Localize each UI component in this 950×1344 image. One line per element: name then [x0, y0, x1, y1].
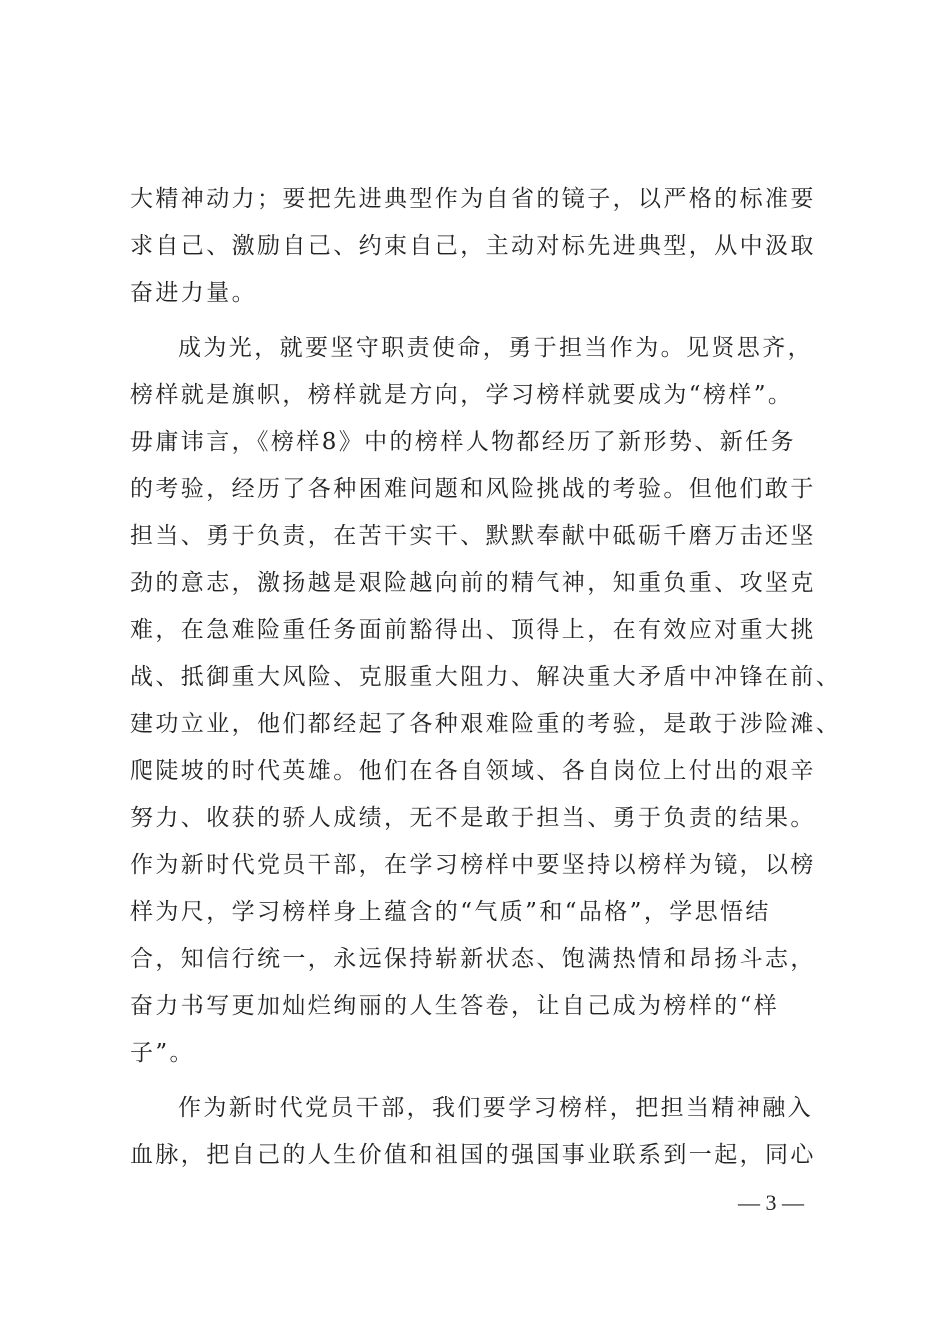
page-number: — 3 — [738, 1190, 804, 1215]
paragraph-2-line: 榜样就是旗帜，榜样就是方向，学习榜样就要成为“榜样”。 [130, 382, 794, 408]
paragraph-1-line: 求自己、激励自己、约束自己，主动对标先进典型，从中汲取 [130, 233, 816, 259]
paragraph-2-line: 战、抵御重大风险、克服重大阻力、解决重大矛盾中冲锋在前、 [130, 664, 842, 690]
paragraph-2-line: 担当、勇于负责，在苦干实干、默默奉献中砥砺千磨万击还坚 [130, 523, 816, 549]
paragraph-3-line: 血脉，把自己的人生价值和祖国的强国事业联系到一起，同心 [130, 1142, 816, 1168]
paragraph-2-line: 的考验，经历了各种困难问题和风险挑战的考验。但他们敢于 [130, 476, 816, 502]
paragraph-2-line: 作为新时代党员干部，在学习榜样中要坚持以榜样为镜，以榜 [130, 852, 816, 878]
paragraph-2-line: 子”。 [130, 1040, 195, 1066]
paragraph-2-line: 成为光，就要坚守职责使命，勇于担当作为。见贤思齐， [178, 335, 813, 361]
paragraph-2-line: 建功立业，他们都经起了各种艰难险重的考验，是敢于涉险滩、 [130, 711, 842, 737]
paragraph-2-line: 劲的意志，激扬越是艰险越向前的精气神，知重负重、攻坚克 [130, 570, 816, 596]
paragraph-1-line: 大精神动力；要把先进典型作为自省的镜子，以严格的标准要 [130, 186, 816, 212]
paragraph-1-line: 奋进力量。 [130, 280, 257, 306]
paragraph-2-line: 样为尺，学习榜样身上蕴含的“气质”和“品格”，学思悟结 [130, 899, 771, 925]
paragraph-2-line: 爬陡坡的时代英雄。他们在各自领域、各自岗位上付出的艰辛 [130, 758, 816, 784]
paragraph-2-line: 奋力书写更加灿烂绚丽的人生答卷，让自己成为榜样的“样 [130, 993, 780, 1019]
paragraph-3-line: 作为新时代党员干部，我们要学习榜样，把担当精神融入 [178, 1095, 813, 1121]
paragraph-2-line: 毋庸讳言，《榜样8》中的榜样人物都经历了新形势、新任务 [130, 429, 796, 455]
paragraph-2-line: 合，知信行统一，永远保持崭新状态、饱满热情和昂扬斗志， [130, 946, 816, 972]
body-text [130, 176, 850, 1179]
paragraph-2-line: 难，在急难险重任务面前豁得出、顶得上，在有效应对重大挑 [130, 617, 816, 643]
paragraph-2-line: 努力、收获的骄人成绩，无不是敢于担当、勇于负责的结果。 [130, 805, 816, 831]
